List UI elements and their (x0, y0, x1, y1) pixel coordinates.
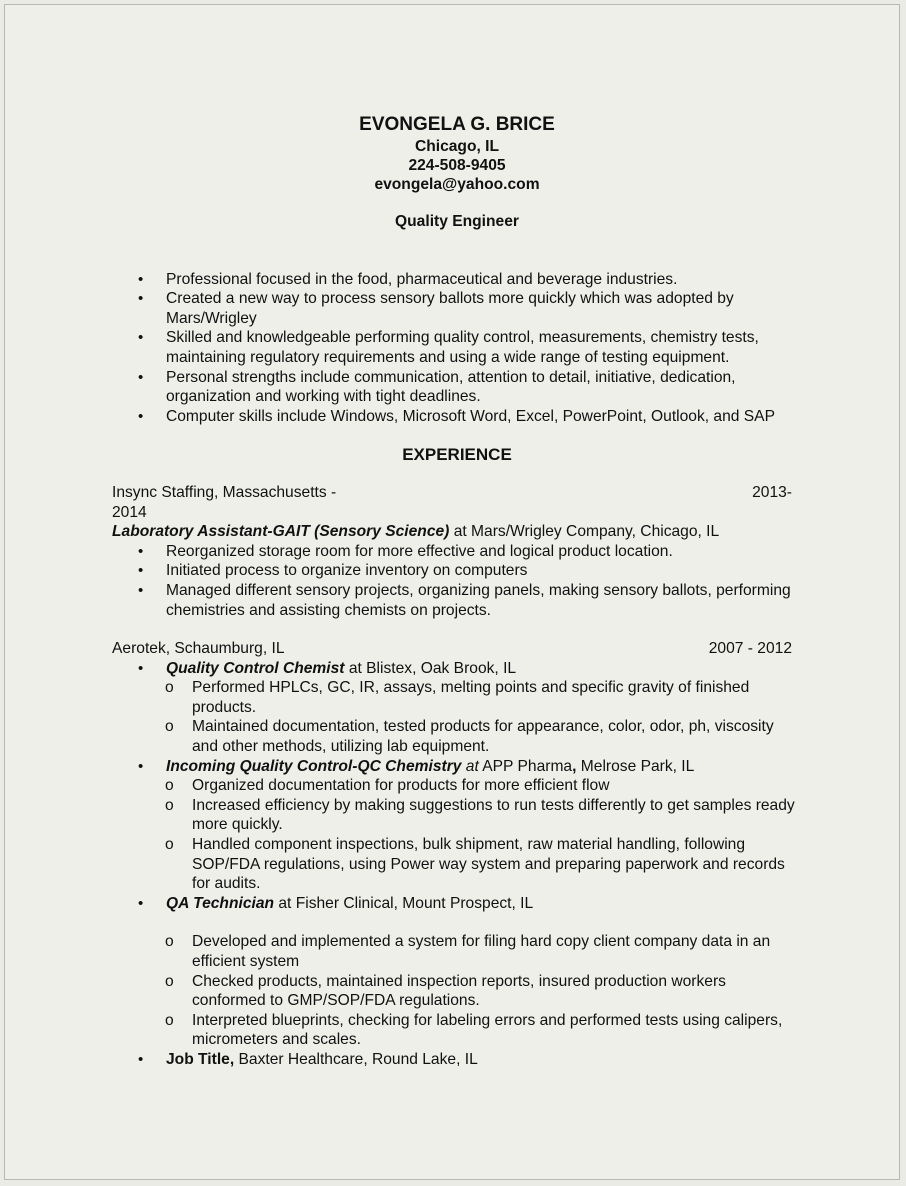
resume-page (4, 4, 900, 1180)
job-bullet: • Reorganized storage room for more effective and logical product location. (138, 542, 673, 560)
role-item (112, 757, 802, 777)
resume-content (112, 113, 802, 1070)
candidate-name: EVONGELA G. BRICE (359, 114, 555, 135)
job-roles (112, 757, 802, 777)
job-role (112, 522, 802, 542)
job-dates: 2007 - 2012 (708, 640, 792, 658)
role-detail: o Organized documentation for products for more efficient flow (165, 777, 610, 795)
role-employer: Baxter Healthcare, Round Lake, IL (234, 1050, 478, 1068)
sub-bullet-glyph: o (165, 796, 174, 814)
bullet-glyph: • (138, 659, 144, 677)
role-at: at (461, 757, 479, 775)
job-header (112, 483, 802, 503)
role-comma: , (572, 757, 577, 775)
job-dates-continued: 2014 (112, 503, 147, 521)
role-detail: o Interpreted blueprints, checking for labeling errors and performed tests using calipers, micrometers and scales. (165, 1011, 783, 1049)
sub-bullet-glyph: o (165, 933, 174, 951)
bullet-glyph: • (138, 1050, 144, 1068)
role-employer: at Fisher Clinical, Mount Prospect, IL (274, 894, 534, 912)
summary-item: • Created a new way to process sensory ballots more quickly which was adopted by Mars/Wrigley (138, 290, 734, 327)
role-details (112, 932, 802, 1050)
role-employer: APP Pharma (478, 757, 573, 775)
sub-bullet-glyph: o (165, 718, 174, 736)
job-company: Insync Staffing, Massachusetts - (112, 483, 337, 501)
role-employer: at Blistex, Oak Brook, IL (344, 659, 517, 677)
bullet-glyph: • (138, 562, 144, 580)
job-header (112, 639, 802, 659)
experience-heading: EXPERIENCE (402, 445, 512, 465)
role-employer: at Mars/Wrigley Company, Chicago, IL (449, 523, 720, 541)
role-title: Quality Control Chemist (166, 659, 345, 677)
summary-list (112, 270, 802, 427)
role-details (112, 776, 802, 894)
candidate-email: evongela@yahoo.com (374, 176, 540, 193)
candidate-title: Quality Engineer (395, 213, 519, 230)
bullet-glyph: • (138, 542, 144, 560)
summary-item: • Computer skills include Windows, Microsoft Word, Excel, PowerPoint, Outlook, and SAP (138, 407, 775, 425)
sub-bullet-glyph: o (165, 972, 174, 990)
role-title: QA Technician (166, 894, 275, 912)
bullet-glyph: • (138, 368, 144, 386)
role-detail: o Developed and implemented a system for filing hard copy client company data in an efficient system (165, 933, 771, 970)
role-title: Laboratory Assistant-GAIT (Sensory Science) (112, 523, 450, 541)
summary-item: • Personal strengths include communication, attention to detail, initiative, dedication, organization and working with tight deadlines. (138, 368, 736, 406)
candidate-location: Chicago, IL (414, 138, 500, 155)
job-roles (112, 659, 802, 679)
sub-bullet-glyph: o (165, 836, 174, 854)
bullet-glyph: • (138, 329, 144, 347)
job-bullet: • Initiated process to organize inventory on computers (138, 562, 528, 580)
bullet-glyph: • (138, 407, 144, 425)
job-dates: 2013- (752, 483, 792, 501)
job-roles (112, 894, 802, 914)
summary-item: • Professional focused in the food, pharmaceutical and beverage industries. (138, 270, 678, 288)
role-detail: o Performed HPLCs, GC, IR, assays, melting points and specific gravity of finished products. (165, 679, 750, 716)
sub-bullet-glyph: o (165, 679, 174, 697)
candidate-phone: 224-508-9405 (408, 157, 506, 174)
role-item (112, 894, 802, 914)
summary-item: • Skilled and knowledgeable performing quality control, measurements, chemistry tests, maintaining regulatory requirements and using a wide range of testing equipment. (138, 329, 759, 366)
bullet-glyph: • (138, 290, 144, 308)
role-item (112, 659, 802, 679)
role-detail: o Handled component inspections, bulk shipment, raw material handling, following SOP/FDA regulations, using Power way system and preparing paperwork and records for audits. (165, 836, 785, 893)
role-title: Job Title, (166, 1050, 235, 1068)
sub-bullet-glyph: o (165, 1011, 174, 1029)
role-location: Melrose Park, IL (576, 757, 695, 775)
bullet-glyph: • (138, 894, 144, 912)
sub-bullet-glyph: o (165, 777, 174, 795)
job-bullets (112, 542, 802, 620)
bullet-glyph: • (138, 581, 144, 599)
blank-line (112, 913, 802, 932)
job-roles (112, 1050, 802, 1070)
role-detail: o Increased efficiency by making suggestions to run tests differently to get samples ready more quickly. (165, 796, 795, 834)
role-title: Incoming Quality Control-QC Chemistry (166, 757, 462, 775)
bullet-glyph: • (138, 757, 144, 775)
bullet-glyph: • (138, 270, 144, 288)
role-detail: o Checked products, maintained inspection reports, insured production workers conformed to GMP/SOP/FDA regulations. (165, 972, 726, 1010)
role-detail: o Maintained documentation, tested products for appearance, color, odor, ph, viscosity and other methods, utilizing lab equipment. (165, 718, 774, 756)
job-bullet: • Managed different sensory projects, organizing panels, making sensory ballots, performing chemistries and assisting chemists on projects. (138, 581, 791, 619)
role-details (112, 678, 802, 756)
role-item (112, 1050, 802, 1070)
job-company: Aerotek, Schaumburg, IL (112, 640, 285, 658)
